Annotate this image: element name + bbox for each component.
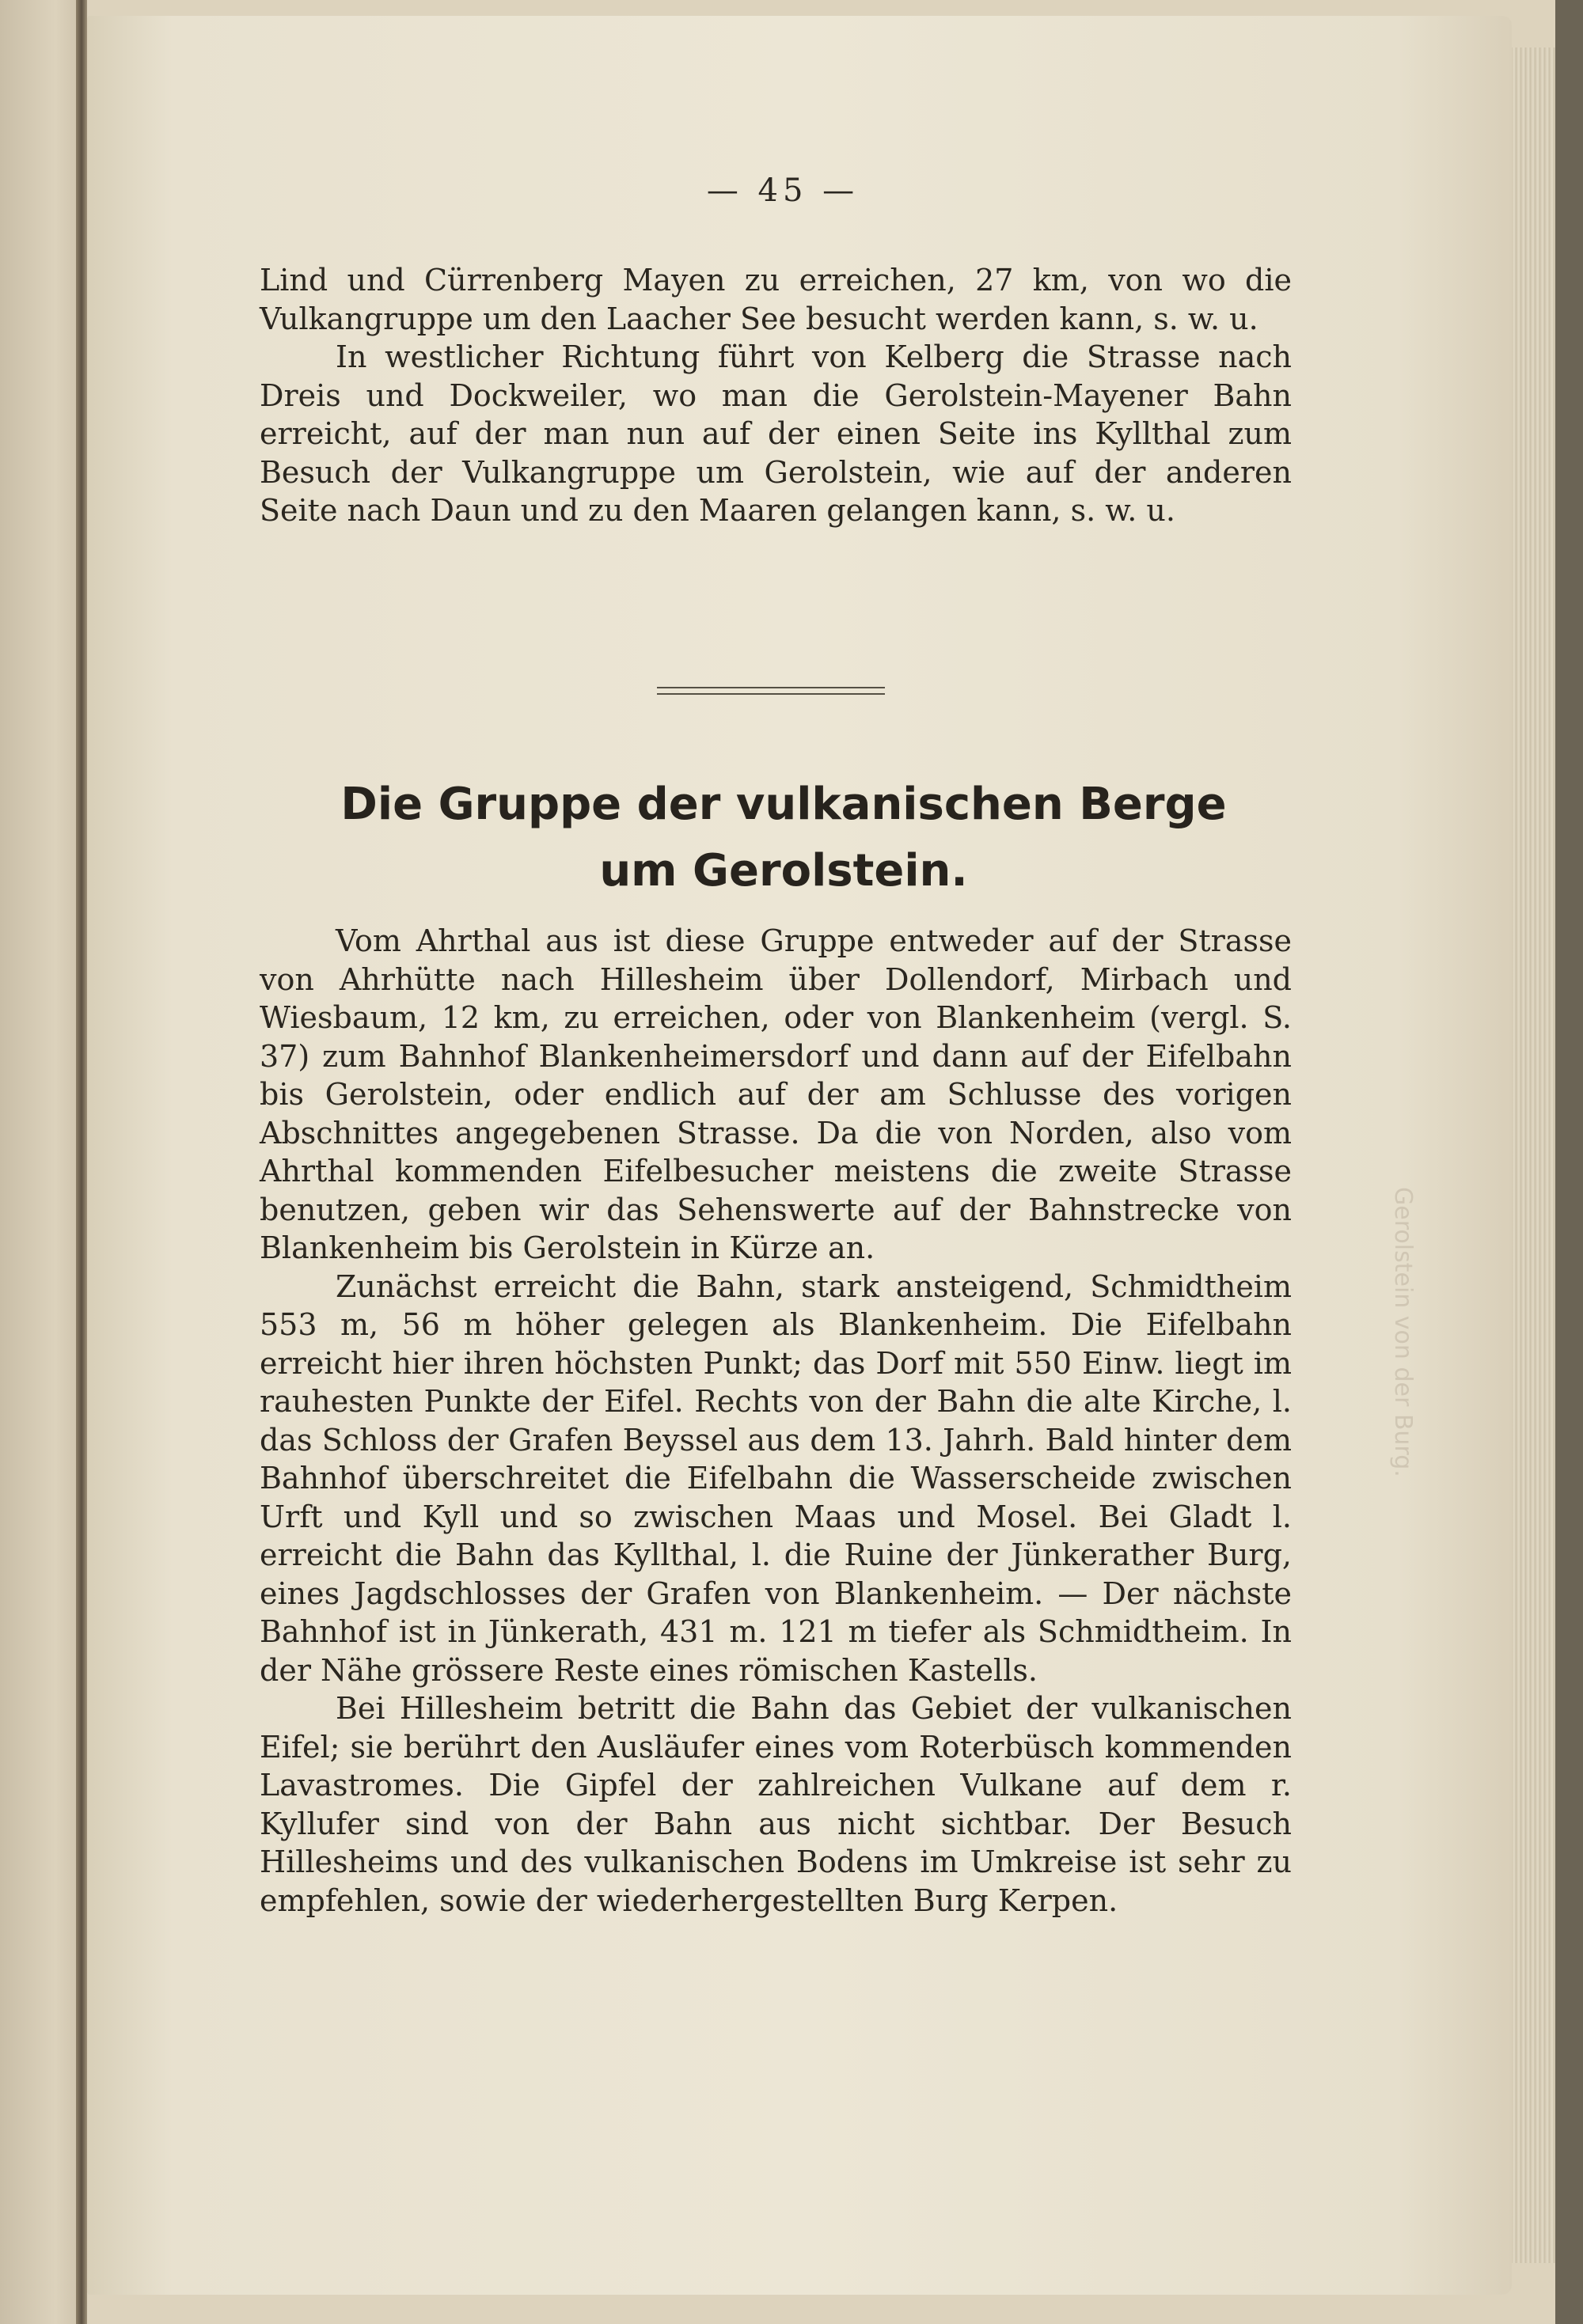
page-number: — 45 —: [706, 172, 860, 209]
heading-line-2: um Gerolstein.: [599, 845, 968, 897]
paragraph: Bei Hillesheim betritt die Bahn das Gebiet der vulkanischen Eifel; sie berührt den Ausläufer eines vom Roterbüsch kommenden Lavastromes. Die Gipfel der zahlreichen Vulkane auf dem r. Kyllufer sind von der Bahn aus nicht sichtbar. Der Besuch Hillesheims und des vulkanischen Bodens im Umkreise ist sehr zu empfehlen, sowie der wiederhergestellten Burg Kerpen.: [260, 1691, 1292, 1918]
paragraph: Zunächst erreicht die Bahn, stark ansteigend, Schmidtheim 553 m, 56 m höher gelegen als Blankenheim. Die Eifelbahn erreicht hier ihren höchsten Punkt; das Dorf mit 550 Einw. liegt im rauhesten Punkte der Eifel. Rechts von der Bahn die alte Kirche, l. das Schloss der Grafen Beyssel aus dem 13. Jahrh. Bald hinter dem Bahnhof überschreitet die Eifelbahn die Wasserscheide zwischen Urft und Kyll und so zwischen Maas und Mosel. Bei Gladt l. erreicht die Bahn das Kyllthal, l. die Ruine der Jünkerather Burg, eines Jagdschlosses der Grafen von Blankenheim. — Der nächste Bahnhof ist in Jünkerath, 431 m. 121 m tiefer als Schmidtheim. In der Nähe grössere Reste eines römischen Kastells.: [260, 1268, 1292, 1688]
book-gutter: [76, 0, 87, 2324]
page-stack-edge: [1512, 47, 1559, 2263]
top-text: [260, 261, 1292, 530]
show-through-caption: Gerolstein von der Burg.: [1389, 1187, 1417, 1477]
book-cover-board: [1555, 0, 1583, 2324]
section-heading: [237, 772, 1330, 904]
section-divider: [657, 687, 885, 695]
paragraph: Vom Ahrthal aus ist diese Gruppe entweder auf der Strasse von Ahrhütte nach Hillesheim über Dollendorf, Mirbach und Wiesbaum, 12 km, zu erreichen, oder von Blankenheim (vergl. S. 37) zum Bahnhof Blankenheimersdorf und dann auf der Eifelbahn bis Gerolstein, oder endlich auf der am Schlusse des vorigen Abschnittes angegebenen Strasse. Da die von Norden, also vom Ahrthal kommenden Eifelbesucher meistens die zweite Strasse benutzen, geben wir das Sehenswerte auf der Bahnstrecke von Blankenheim bis Gerolstein in Kürze an.: [260, 923, 1292, 1265]
heading-line-1: Die Gruppe der vulkanischen Berge: [340, 779, 1227, 830]
paragraph: Lind und Cürrenberg Mayen zu erreichen, 27 km, von wo die Vulkangruppe um den Laacher See besucht werden kann, s. w. u.: [260, 263, 1292, 336]
facing-page-edge: [0, 0, 79, 2324]
paragraph: In westlicher Richtung führt von Kelberg die Strasse nach Dreis und Dockweiler, wo man die Gerolstein-Mayener Bahn erreicht, auf der man nun auf der einen Seite ins Kyllthal zum Besuch der Vulkangruppe um Gerolstein, wie auf der anderen Seite nach Daun und zu den Maaren gelangen kann, s. w. u.: [260, 339, 1292, 528]
section-text: [260, 922, 1292, 1920]
